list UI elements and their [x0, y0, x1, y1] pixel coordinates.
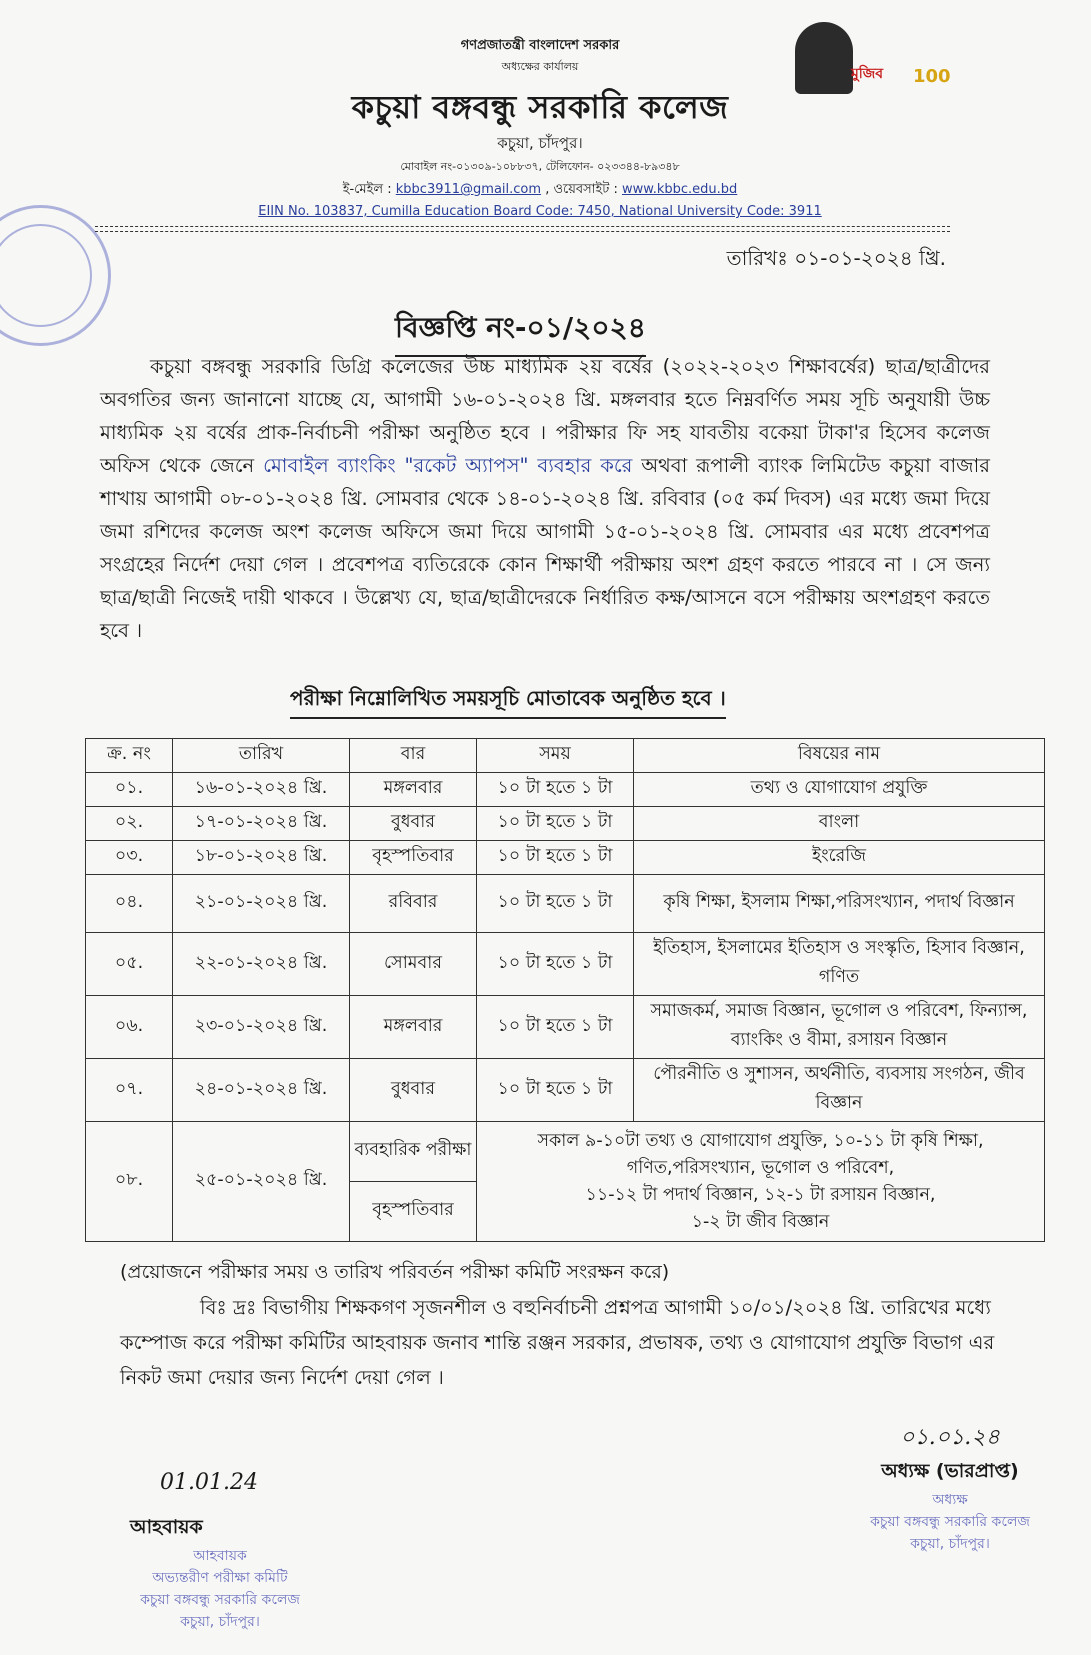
header-subject: বিষয়ের নাম [634, 739, 1045, 773]
cell-day: বৃহস্পতিবার [350, 841, 477, 875]
convener-stamp-place: কচুয়া, চাঁদপুর। [180, 1614, 260, 1630]
cell-subject: ইতিহাস, ইসলামের ইতিহাস ও সংস্কৃতি, হিসাব বিজ্ঞান, গণিত [634, 933, 1045, 996]
college-name: কচুয়া বঙ্গবন্ধু সরকারি কলেজ [351, 88, 729, 126]
cell-date: ২৩-০১-২০২৪ খ্রি. [173, 996, 350, 1059]
principal-stamp-place: কচুয়া, চাঁদপুর। [910, 1536, 990, 1552]
logo-text: মুজিব [851, 66, 884, 82]
table-row [86, 875, 1045, 933]
cell-time: ১০ টা হতে ১ টা [477, 773, 634, 807]
cell-subject: ইংরেজি [634, 841, 1045, 875]
table-row [86, 1059, 1045, 1122]
cell-time: ১০ টা হতে ১ টা [477, 933, 634, 996]
convener-stamp-committee: অভ্যন্তরীণ পরীক্ষা কমিটি [152, 1570, 288, 1586]
cell-serial: ০৬. [86, 996, 173, 1059]
cell-serial: ০১. [86, 773, 173, 807]
cell-day: বুধবার [350, 1059, 477, 1122]
cell-date: ২৪-০১-২০২৪ খ্রি. [173, 1059, 350, 1122]
cell-serial: ০২. [86, 807, 173, 841]
notice-body-highlight: মোবাইল ব্যাংকিং "রকেট অ্যাপস" ব্যবহার করে [263, 454, 633, 477]
principal-stamp-org: কচুয়া বঙ্গবন্ধু সরকারি কলেজ [870, 1514, 1030, 1530]
email-link[interactable]: kbbc3911@gmail.com [395, 182, 542, 197]
college-address: কচুয়া, চাঁদপুর। [497, 134, 583, 152]
principal-stamp [850, 1489, 1050, 1555]
cell-date: ২১-০১-২০২৪ খ্রি. [173, 875, 350, 933]
cell-date: ২২-০১-২০২৪ খ্রি. [173, 933, 350, 996]
cell-serial: ০৪. [86, 875, 173, 933]
cell-subject: সমাজকর্ম, সমাজ বিজ্ঞান, ভূগোল ও পরিবেশ, ফিন্যান্স, ব্যাংকিং ও বীমা, রসায়ন বিজ্ঞান [634, 996, 1045, 1059]
cell-time: ১০ টা হতে ১ টা [477, 807, 634, 841]
contact-line [140, 180, 940, 201]
exam-schedule-table [85, 738, 1045, 1242]
principal-signature-date: ০১.০১.২৪ [900, 1425, 1000, 1450]
table-row [86, 996, 1045, 1059]
change-note: (প্রয়োজনে পরীক্ষার সময় ও তারিখ পরিবর্তন পরীক্ষা কমিটি সংরক্ষন করে) [120, 1261, 670, 1283]
notice-body [100, 350, 990, 647]
cell-day: মঙ্গলবার [350, 996, 477, 1059]
cell-date: ১৮-০১-২০২৪ খ্রি. [173, 841, 350, 875]
convener-stamp-org: কচুয়া বঙ্গবন্ধু সরকারি কলেজ [140, 1592, 300, 1608]
cell-serial: ০৮. [86, 1122, 173, 1242]
table-row [86, 773, 1045, 807]
cell-day: বৃহস্পতিবার [350, 1182, 477, 1242]
cell-time: ১০ টা হতে ১ টা [477, 1059, 634, 1122]
eiin-line: EIIN No. 103837, Cumilla Education Board Code: 7450, National University Code: 3911 [258, 204, 822, 219]
table-header-row [86, 739, 1045, 773]
office-line: অধ্যক্ষের কার্যালয় [501, 60, 579, 73]
cell-day: রবিবার [350, 875, 477, 933]
convener-stamp [110, 1545, 330, 1633]
cell-subject: পৌরনীতি ও সুশাসন, অর্থনীতি, ব্যবসায় সংগঠন, জীব বিজ্ঞান [634, 1059, 1045, 1122]
header-divider-1 [95, 226, 950, 227]
cell-time: ১০ টা হতে ১ টা [477, 875, 634, 933]
practical-row [86, 1122, 1045, 1182]
website-label: , ওয়েবসাইট : [545, 182, 618, 197]
header-time: সময় [477, 739, 634, 773]
cell-date: ১৭-০১-২০২৪ খ্রি. [173, 807, 350, 841]
principal-signature-block [850, 1420, 1050, 1555]
cell-serial: ০৫. [86, 933, 173, 996]
logo-number: 100 [913, 66, 951, 87]
header-serial: ক্র. নং [86, 739, 173, 773]
header-divider-2 [95, 231, 950, 232]
cell-time: ১০ টা হতে ১ টা [477, 996, 634, 1059]
cell-date: ১৬-০১-২০২৪ খ্রি. [173, 773, 350, 807]
notice-title: বিজ্ঞপ্তি নং-০১/২০২৪ [395, 306, 646, 357]
table-row [86, 807, 1045, 841]
email-label: ই-মেইল : [342, 182, 392, 197]
notice-date: তারিখঃ ০১-০১-২০২৪ খ্রি. [726, 246, 946, 270]
cell-subject: তথ্য ও যোগাযোগ প্রযুক্তি [634, 773, 1045, 807]
nb-note: বিঃ দ্রঃ বিভাগীয় শিক্ষকগণ সৃজনশীল ও বহুনির্বাচনী প্রশ্নপত্র আগামী ১০/০১/২০২৪ খ্রি. তারিখের মধ্যে কম্পোজ করে পরীক্ষা কমিটির আহবায়ক জনাব শান্তি রঞ্জন সরকার, প্রভাষক, তথ্য ও যোগাযোগ প্রযুক্তি বিভাগ এর নিকট জমা দেয়ার জন্য নির্দেশ দেয়া গেল । [120, 1296, 995, 1389]
government-line: গণপ্রজাতন্ত্রী বাংলাদেশ সরকার [460, 38, 620, 53]
convener-role: আহবায়ক [130, 1516, 203, 1538]
phone-line: মোবাইল নং-০১৩০৯-১০৮৮৩৭, টেলিফোন- ০২৩৩৪৪-৮৯৩৪৮ [400, 160, 680, 173]
cell-practical-label: ব্যবহারিক পরীক্ষা [350, 1122, 477, 1182]
convener-stamp-title: আহবায়ক [193, 1548, 247, 1564]
convener-signature-block [110, 1470, 370, 1633]
notice-body-part2: অথবা রূপালী ব্যাংক লিমিটেড কচুয়া বাজার শাখায় আগামী ০৮-০১-২০২৪ খ্রি. সোমবার থেকে ১৪-০১-২০২৪ খ্রি. রবিবার (০৫ কর্ম দিবস) এর মধ্যে জমা দিয়ে জমা রশিদের কলেজ অংশ কলেজ অফিসে জমা দিয়ে আগামী ১৫-০১-২০২৪ খ্রি. সোমবার এর মধ্যে প্রবেশপত্র সংগ্রহের নির্দেশ দেয়া গেল । প্রবেশপত্র ব্যতিরেকে কোন শিক্ষার্থী পরীক্ষায় অংশ গ্রহণ করতে পারবে না । সে জন্য ছাত্র/ছাত্রী নিজেই দায়ী থাকবে । উল্লেখ্য যে, ছাত্র/ছাত্রীদেরকে নির্ধারিত কক্ষ/আসনে বসে পরীক্ষায় অংশগ্রহণ করতে হবে । [100, 454, 991, 642]
table-row [86, 933, 1045, 996]
cell-subject: বাংলা [634, 807, 1045, 841]
header-day: বার [350, 739, 477, 773]
table-row [86, 841, 1045, 875]
schedule-title: পরীক্ষা নিম্নোলিখিত সময়সূচি মোতাবেক অনুষ্ঠিত হবে । [290, 684, 726, 719]
principal-stamp-title: অধ্যক্ষ [932, 1492, 968, 1508]
cell-day: সোমবার [350, 933, 477, 996]
principal-role: অধ্যক্ষ (ভারপ্রাপ্ত) [881, 1460, 1019, 1482]
practical-line-4: ১-২ টা জীব বিজ্ঞান [691, 1211, 830, 1232]
practical-line-2: গণিত,পরিসংখ্যান, ভূগোল ও পরিবেশ, [626, 1157, 895, 1178]
cell-practical-schedule [477, 1122, 1045, 1242]
convener-signature-date: 01.01.24 [160, 1470, 258, 1495]
cell-date: ২৫-০১-২০২৪ খ্রি. [173, 1122, 350, 1242]
cell-time: ১০ টা হতে ১ টা [477, 841, 634, 875]
notice-body-part1: কচুয়া বঙ্গবন্ধু সরকারি ডিগ্রি কলেজের উচ্চ মাধ্যমিক ২য় বর্ষের (২০২২-২০২৩ শিক্ষাবর্ষের) ছাত্র/ছাত্রীদের অবগতির জন্য জানানো যাচ্ছে যে, আগামী ১৬-০১-২০২৪ খ্রি. মঙ্গলবার হতে নিম্নবর্ণিত সময় সূচি অনুযায়ী উচ্চ মাধ্যমিক ২য় বর্ষের প্রাক-নির্বাচনী পরীক্ষা অনুষ্ঠিত হবে । পরীক্ষার ফি সহ যাবতীয় বকেয়া টাকা'র হিসেব কলেজ অফিস থেকে জেনে [100, 355, 990, 477]
header-date: তারিখ [173, 739, 350, 773]
cell-serial: ০৩. [86, 841, 173, 875]
cell-day: মঙ্গলবার [350, 773, 477, 807]
website-link[interactable]: www.kbbc.edu.bd [622, 182, 738, 197]
cell-subject: কৃষি শিক্ষা, ইসলাম শিক্ষা,পরিসংখ্যান, পদার্থ বিজ্ঞান [634, 875, 1045, 933]
practical-line-1: সকাল ৯-১০টা তথ্য ও যোগাযোগ প্রযুক্তি, ১০-১১ টা কৃষি শিক্ষা, [537, 1130, 984, 1151]
practical-line-3: ১১-১২ টা পদার্থ বিজ্ঞান, ১২-১ টা রসায়ন বিজ্ঞান, [585, 1184, 936, 1205]
cell-serial: ০৭. [86, 1059, 173, 1122]
cell-day: বুধবার [350, 807, 477, 841]
